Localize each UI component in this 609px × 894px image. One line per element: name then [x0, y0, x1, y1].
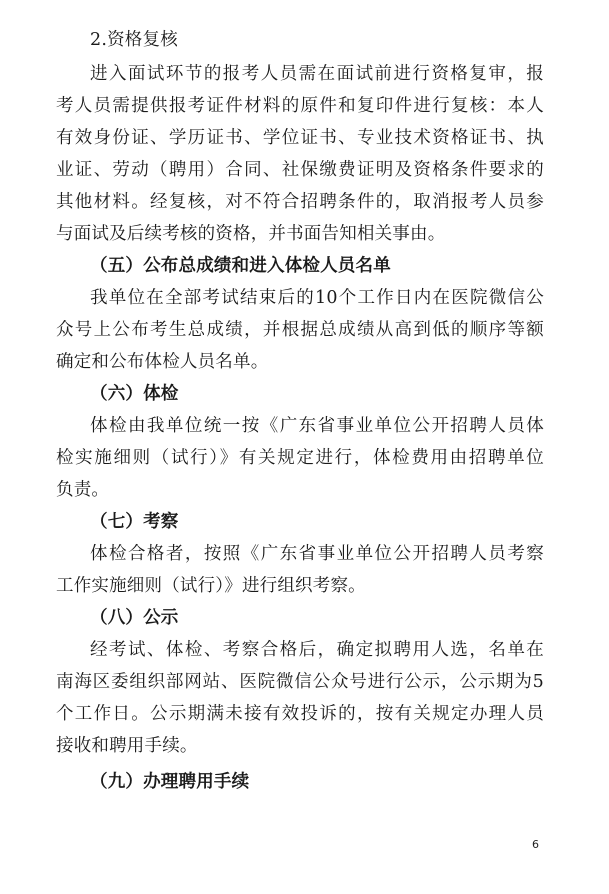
- section-2-title: 2.资格复核: [90, 30, 178, 50]
- paragraph-line: 个工作日。公示期满未接有效投诉的，按有关规定办理人员: [56, 704, 544, 724]
- paragraph-line: 确定和公布体检人员名单。: [56, 352, 269, 372]
- paragraph-line: 众号上公布考生总成绩，并根据总成绩从高到低的顺序等额: [56, 320, 544, 340]
- paragraph-line: 检实施细则（试行）》有关规定进行，体检费用由招聘单位: [56, 448, 544, 468]
- paragraph-line: 考人员需提供报考证件材料的原件和复印件进行复核：本人: [56, 96, 544, 116]
- paragraph-line: 南海区委组织部网站、医院微信公众号进行公示，公示期为5: [56, 672, 544, 692]
- section-6-heading: （六）体检: [90, 384, 179, 404]
- paragraph-line: 体检合格者，按照《广东省事业单位公开招聘人员考察: [90, 544, 544, 564]
- paragraph-line: 业证、劳动（聘用）合同、社保缴费证明及资格条件要求的: [56, 160, 544, 180]
- paragraph-line: 工作实施细则（试行）》进行组织考察。: [56, 576, 366, 596]
- paragraph-line: 体检由我单位统一按《广东省事业单位公开招聘人员体: [90, 416, 544, 436]
- paragraph-line: 负责。: [56, 480, 110, 500]
- section-5-heading: （五）公布总成绩和进入体检人员名单: [90, 256, 391, 276]
- page-number: 6: [532, 838, 539, 851]
- paragraph-line: 我单位在全部考试结束后的10个工作日内在医院微信公: [90, 288, 544, 308]
- paragraph-line: 其他材料。经复核，对不符合招聘条件的，取消报考人员参: [56, 192, 544, 212]
- paragraph-line: 经考试、体检、考察合格后，确定拟聘用人选，名单在: [90, 640, 544, 660]
- paragraph-line: 有效身份证、学历证书、学位证书、专业技术资格证书、执: [56, 128, 544, 148]
- section-8-heading: （八）公示: [90, 608, 179, 628]
- paragraph-line: 接收和聘用手续。: [56, 736, 198, 756]
- paragraph-line: 与面试及后续考核的资格，并书面告知相关事由。: [56, 224, 446, 244]
- section-9-heading: （九）办理聘用手续: [90, 772, 250, 792]
- paragraph-line: 进入面试环节的报考人员需在面试前进行资格复审，报: [90, 64, 544, 84]
- section-7-heading: （七）考察: [90, 512, 179, 532]
